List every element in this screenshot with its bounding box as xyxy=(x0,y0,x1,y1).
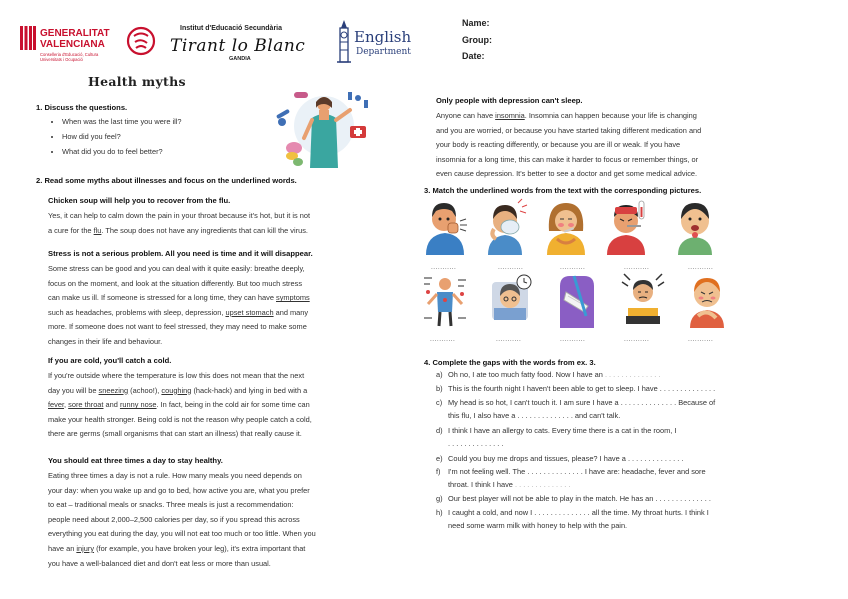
answer-blank[interactable]: ........... xyxy=(624,264,650,271)
answer-blank[interactable]: ........... xyxy=(624,336,650,343)
myth1-text: Yes, it can help to calm down the pain in your throat because it's hot, but it is not a cure for the flu. The soup does not have any ingredients that can kill the virus. xyxy=(48,211,311,235)
school-city: GANDIA xyxy=(229,56,251,62)
gva-logo xyxy=(20,26,112,64)
feverish-icon xyxy=(543,197,589,255)
gva-name-line1: GENERALITAT xyxy=(40,28,110,39)
gap-item: h) I caught a cold, and now I . . . . . . . . . . . . . . all the time. My throat hurts. I think I xyxy=(436,508,709,517)
gap-item: a) Oh no, I ate too much fatty food. Now I have an . . . . . . . . . . . . . . xyxy=(436,370,661,379)
myth3-text: If you're outside where the temperature is low this does not mean that the next day you will be sneezing (achoo!), coughing (hack-hack) and lying in bed with a fever, sore throat and runny nose. In fact, being in the cold air for some time can make your health stronger. Being cold is not the reason why people catch a cold, there are germs (small organisms that can start an illness) that really cause it. xyxy=(48,371,312,439)
answer-blank[interactable]: ........... xyxy=(431,264,457,271)
answer-blank[interactable]: ........... xyxy=(688,336,714,343)
q4-heading: 4. Complete the gaps with the words from ex. 3. xyxy=(424,358,596,367)
gva-sub1: Conselleria d'Educació, Cultura xyxy=(40,52,99,57)
date-label: Date: xyxy=(462,51,485,61)
dept-line2: Department xyxy=(356,47,411,57)
dept-line1: English xyxy=(354,28,412,46)
gva-name-line2: VALENCIANA xyxy=(40,39,105,50)
underlined-word: fever xyxy=(48,400,65,410)
school-name: Tirant lo Blanc xyxy=(170,36,306,56)
gva-sub2: Universitats i Ocupació xyxy=(40,57,83,62)
underlined-word: symptoms xyxy=(276,293,310,303)
myth5-title: Only people with depression can't sleep. xyxy=(436,96,583,105)
underlined-word: injury xyxy=(76,543,95,553)
underlined-word: sore throat xyxy=(68,400,104,410)
q2-heading: 2. Read some myths about illnesses and focus on the underlined words. xyxy=(36,176,297,185)
gap-item: d) I think I have an allergy to cats. Every time there is a cat in the room, I xyxy=(436,426,677,435)
myth5-text: Anyone can have insomnia. Insomnia can happen because your life is changing and you are worried, or because you have started taking different medication and your body is reacting differently, or because you are ill or weak. If you have insomnia for a long time, this can make it harder to focus or remember things, or even cause depression. It's better to see a doctor and get some medical advice. xyxy=(436,111,702,179)
gap-item: c) My head is so hot, I can't touch it. I am sure I have a . . . . . . . . . . . . . . Because of xyxy=(436,398,716,407)
answer-blank[interactable]: ........... xyxy=(498,264,524,271)
page-title: Health myths xyxy=(88,74,186,89)
myth3-title: If you are cold, you'll catch a cold. xyxy=(48,356,172,365)
gap-item: need some warm milk with honey to help with the pain. xyxy=(448,521,628,530)
upset-stomach-icon xyxy=(684,272,730,328)
group-label: Group: xyxy=(462,35,492,45)
gap-item: e) Could you buy me drops and tissues, please? I have a . . . . . . . . . . . . . . xyxy=(436,454,684,463)
underlined-word: upset stomach xyxy=(225,307,274,317)
symptoms-chart-icon xyxy=(422,272,468,328)
gap-item: g) Our best player will not be able to play in the match. He has an . . . . . . . . . . . . . . xyxy=(436,494,711,503)
answer-blank[interactable]: ........... xyxy=(560,264,586,271)
gva-logo-icon xyxy=(20,26,36,50)
gap-item: this flu, I also have a . . . . . . . . . . . . . . and can't talk. xyxy=(448,411,621,420)
gap-item: f) I'm not feeling well. The . . . . . . . . . . . . . . I have are: headache, fever and sore xyxy=(436,467,706,476)
sneezing-icon xyxy=(482,197,528,255)
name-label: Name: xyxy=(462,18,490,28)
answer-blank[interactable]: ........... xyxy=(560,336,586,343)
underlined-word: runny nose xyxy=(119,400,157,410)
q1-heading: 1. Discuss the questions. xyxy=(36,103,128,112)
school-logo-icon xyxy=(126,26,156,56)
myth4-text: Eating three times a day is not a rule. How many meals you need depends on your day: when you wake up and go to bed, how active you are, what you prefer to eat – traditional meals or snacks. Three meals is just a recommendation: people need about 2,000–2,500 calories per day, so if you spread this across everything you eat during the day, you will not eat too much or too little. When you have an injury (for example, you have broken your leg), it's extra important that you have a well-balanced diet and don't eat less or more than usual. xyxy=(48,471,316,568)
myth2-text: Some stress can be good and you can deal with it quite easily: breathe deeply, focus on the moment, and look at the situation differently. But too much stress can make us ill. If someone is stressed for a long time, they can have symptoms such as headaches, problems with sleep, depression, upset stomach and many more. If someone does not want to feel stressed, they may need to make some changes in their life and behaviour. xyxy=(48,264,310,346)
underlined-word: sneezing xyxy=(98,385,129,395)
sore-throat-icon xyxy=(672,197,718,255)
big-ben-icon xyxy=(335,20,353,64)
injury-arm-icon xyxy=(554,272,600,328)
q1-bullets xyxy=(50,114,182,159)
list-item: • What did you do to feel better? xyxy=(62,144,182,159)
underlined-word: insomnia xyxy=(495,111,525,120)
underlined-word: flu xyxy=(93,225,102,235)
doctor-illustration xyxy=(272,90,374,170)
answer-blank[interactable]: ........... xyxy=(496,336,522,343)
gap-item: b) This is the fourth night I haven't been able to get to sleep. I have . . . . . . . . . . . . . . xyxy=(436,384,716,393)
coughing-icon xyxy=(422,197,468,255)
gap-item: . . . . . . . . . . . . . . xyxy=(448,439,504,448)
stress-icon xyxy=(620,272,666,328)
school-type: Institut d'Educació Secundària xyxy=(180,25,283,32)
gap-item: throat. I think I have . . . . . . . . . . . . . . xyxy=(448,480,571,489)
answer-blank[interactable]: ........... xyxy=(688,264,714,271)
myth1-title: Chicken soup will help you to recover from the flu. xyxy=(48,196,231,205)
insomnia-icon xyxy=(488,272,534,328)
list-item: • When was the last time you were ill? xyxy=(62,114,182,129)
answer-blank[interactable]: ........... xyxy=(430,336,456,343)
q3-heading: 3. Match the underlined words from the text with the corresponding pictures. xyxy=(424,186,702,195)
myth4-title: You should eat three times a day to stay healthy. xyxy=(48,456,223,465)
list-item: • How did you feel? xyxy=(62,129,182,144)
myth2-title: Stress is not a serious problem. All you need is time and it will disappear. xyxy=(48,249,313,258)
sick-thermometer-icon xyxy=(603,197,649,255)
underlined-word: coughing xyxy=(161,385,192,395)
